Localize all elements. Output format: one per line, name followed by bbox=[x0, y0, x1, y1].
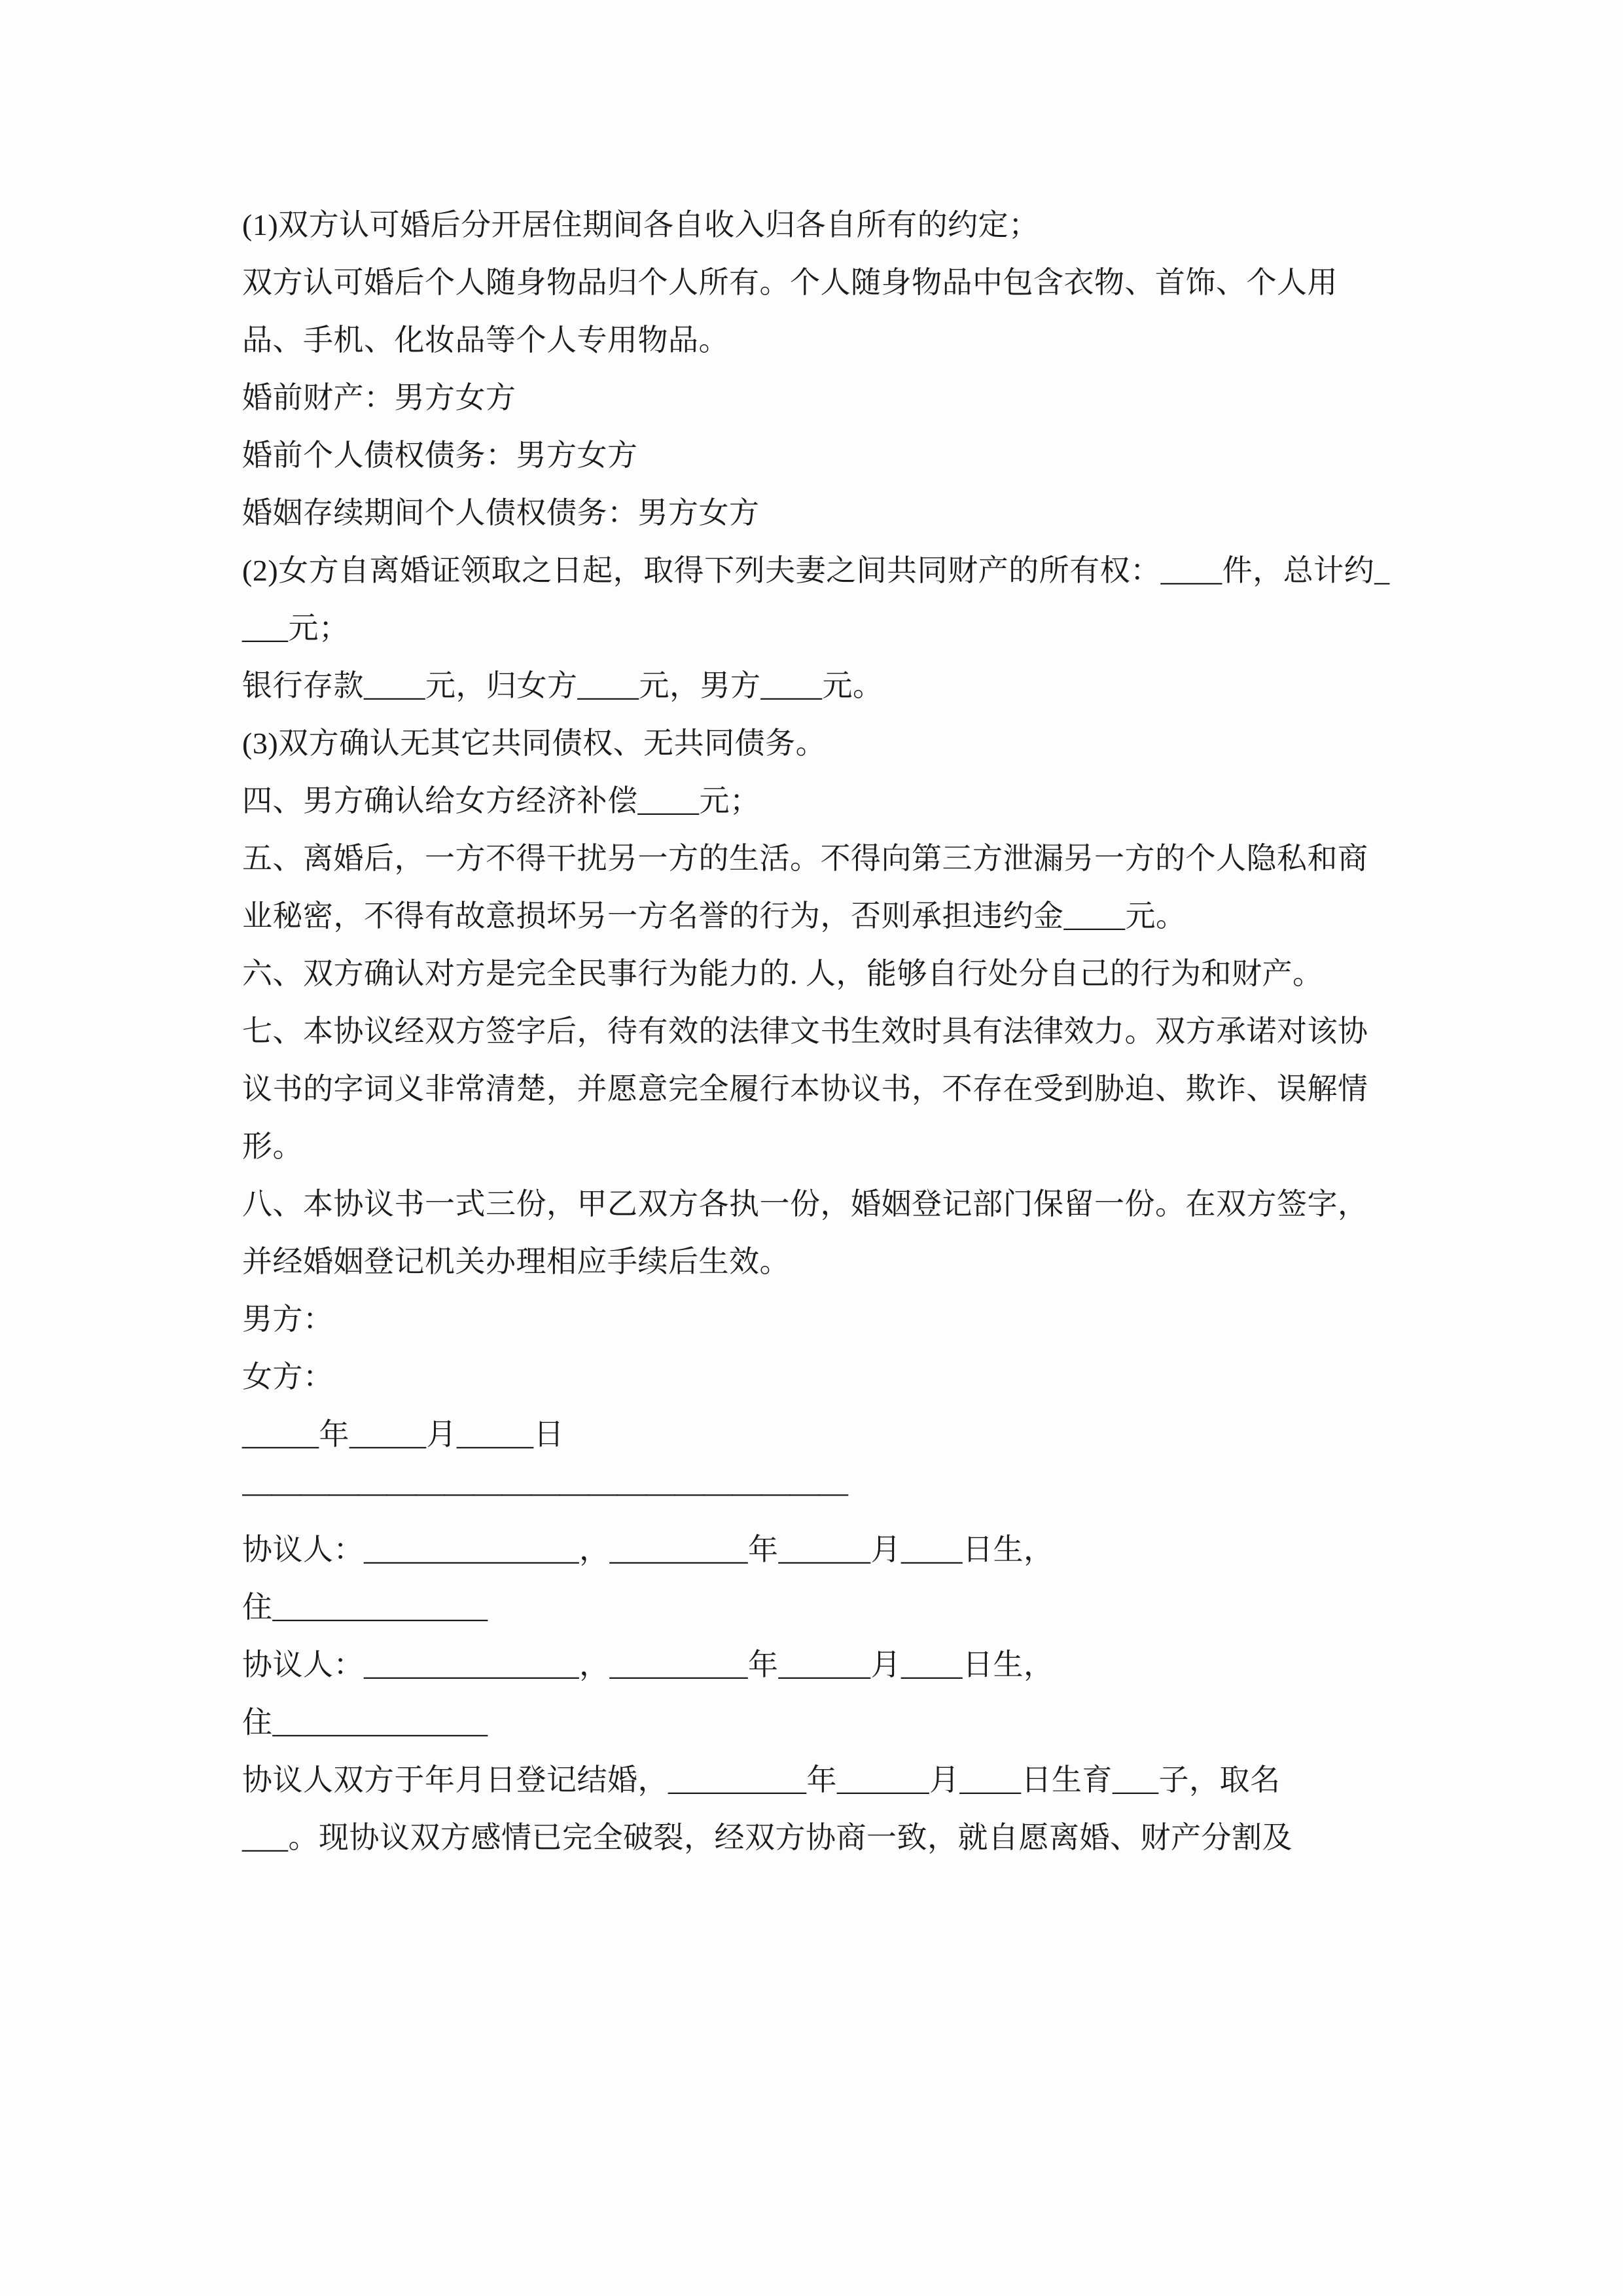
signatory-2-name-line: 协议人：______________，_________年______月____日生， bbox=[242, 1648, 1054, 1681]
paragraph-marital-debt: 婚姻存续期间个人债权债务：男方女方 bbox=[242, 496, 760, 529]
paragraph-clause-1-3: (3)双方确认无其它共同债权、无共同债务。 bbox=[242, 726, 827, 760]
paragraph-clause-8: 八、本协议书一式三份，甲乙双方各执一份，婚姻登记部门保留一份。在双方签字，并经婚姻登记机关办理相应手续后生效。 bbox=[242, 1187, 1368, 1278]
section-divider: ————————————————————— bbox=[242, 1475, 847, 1509]
marriage-record-continued-line: ___。现协议双方感情已完全破裂，经双方协商一致，就自愿离婚、财产分割及 bbox=[242, 1821, 1293, 1854]
signatory-1-name-line: 协议人：______________，_________年______月____日生， bbox=[242, 1533, 1054, 1566]
signature-male-label: 男方： bbox=[242, 1302, 334, 1336]
paragraph-clause-6: 六、双方确认对方是完全民事行为能力的. 人，能够自行处分自己的行为和财产。 bbox=[242, 957, 1323, 990]
paragraph-bank-deposit: 银行存款____元，归女方____元，男方____元。 bbox=[242, 669, 883, 702]
paragraph-premarital-debt: 婚前个人债权债务：男方女方 bbox=[242, 439, 638, 472]
paragraph-clause-4: 四、男方确认给女方经济补偿____元； bbox=[242, 784, 760, 817]
signature-female-label: 女方： bbox=[242, 1360, 334, 1393]
paragraph-clause-1-2: (2)女方自离婚证领取之日起，取得下列夫妻之间共同财产的所有权：____件，总计约____元； bbox=[242, 554, 1390, 645]
paragraph-clause-7: 七、本协议经双方签字后，待有效的法律文书生效时具有法律效力。双方承诺对该协议书的字词义非常清楚，并愿意完全履行本协议书，不存在受到胁迫、欺诈、误解情形。 bbox=[242, 1014, 1368, 1163]
marriage-record-line: 协议人双方于年月日登记结婚，_________年______月____日生育___子，取名 bbox=[242, 1763, 1281, 1797]
paragraph-clause-1-1-detail: 双方认可婚后个人随身物品归个人所有。个人随身物品中包含衣物、首饰、个人用品、手机、化妆品等个人专用物品。 bbox=[242, 266, 1338, 357]
signatory-1-address-line: 住______________ bbox=[242, 1590, 488, 1624]
paragraph-premarital-property: 婚前财产：男方女方 bbox=[242, 381, 516, 414]
paragraph-clause-1-1: (1)双方认可婚后分开居住期间各自收入归各自所有的约定； bbox=[242, 208, 1039, 242]
paragraph-clause-5: 五、离婚后，一方不得干扰另一方的生活。不得向第三方泄漏另一方的个人隐私和商业秘密，不得有故意损坏另一方名誉的行为，否则承担违约金____元。 bbox=[242, 842, 1368, 933]
signature-date-line: _____年_____月_____日 bbox=[242, 1418, 564, 1451]
signatory-2-address-line: 住______________ bbox=[242, 1706, 488, 1739]
document-body bbox=[242, 196, 1394, 1867]
